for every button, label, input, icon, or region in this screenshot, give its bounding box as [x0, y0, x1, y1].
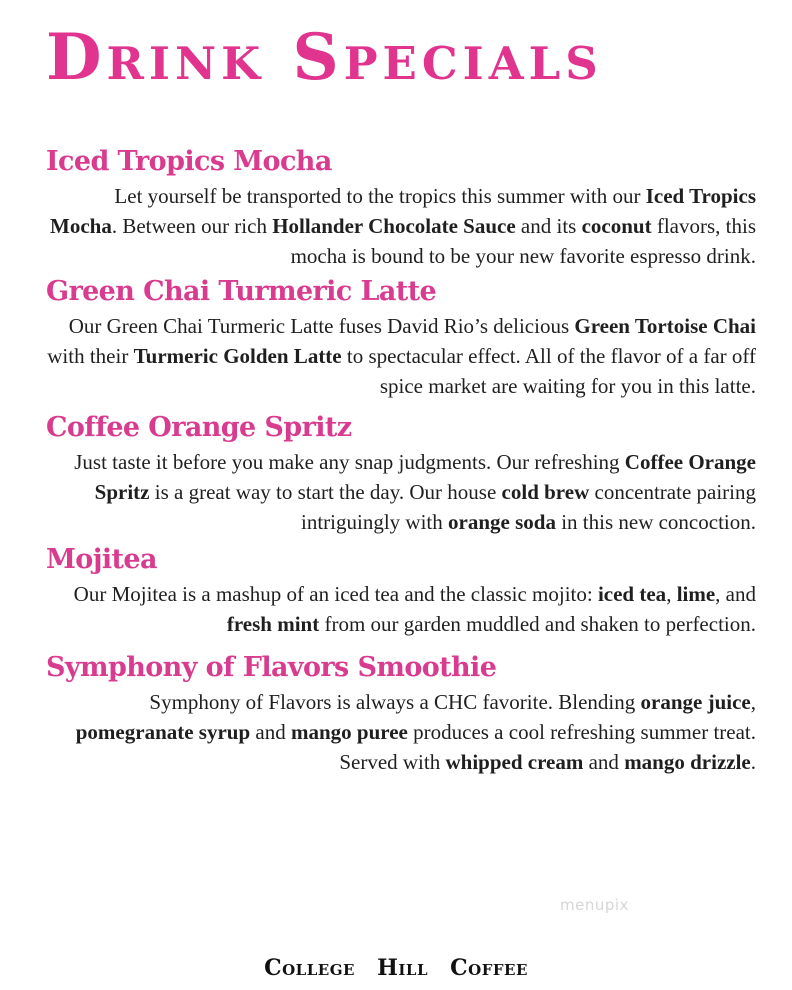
special-description: Our Mojitea is a mashup of an iced tea and the classic mojito: iced tea, lime, and fresh mint from our garden muddled and shaken to perfection.	[73, 582, 756, 636]
special-item	[46, 273, 756, 401]
special-name: Coffee Orange Spritz	[46, 412, 352, 443]
watermark: menupix	[560, 896, 629, 914]
special-item	[46, 143, 756, 271]
special-description: Symphony of Flavors is always a CHC favorite. Blending orange juice, pomegranate syrup and mango puree produces a cool refreshing summer treat. Served with whipped cream and mango drizzle.	[75, 690, 756, 774]
special-description: Our Green Chai Turmeric Latte fuses David Rio’s delicious Green Tortoise Chai with their Turmeric Golden Latte to spectacular effect. All of the flavor of a far off spice market are waiting for you in this latte.	[47, 314, 756, 398]
specials-list	[46, 143, 756, 777]
special-name: Green Chai Turmeric Latte	[46, 276, 437, 307]
special-name: Mojitea	[46, 544, 157, 575]
special-item	[46, 541, 756, 639]
special-description: Let yourself be transported to the tropics this summer with our Iced Tropics Mocha. Between our rich Hollander Chocolate Sauce and its coconut flavors, this mocha is bound to be your new favorite espresso drink.	[50, 184, 756, 268]
special-name: Symphony of Flavors Smoothie	[46, 652, 497, 683]
page-title: Drink Specials	[46, 20, 603, 95]
special-item	[46, 649, 756, 777]
special-description: Just taste it before you make any snap judgments. Our refreshing Coffee Orange Spritz is a great way to start the day. Our house cold brew concentrate pairing intriguingly with orange soda in this new concoction.	[74, 450, 756, 534]
footer-brand: College Hill Coffee	[264, 955, 528, 981]
special-item	[46, 409, 756, 537]
special-name: Iced Tropics Mocha	[46, 146, 332, 177]
